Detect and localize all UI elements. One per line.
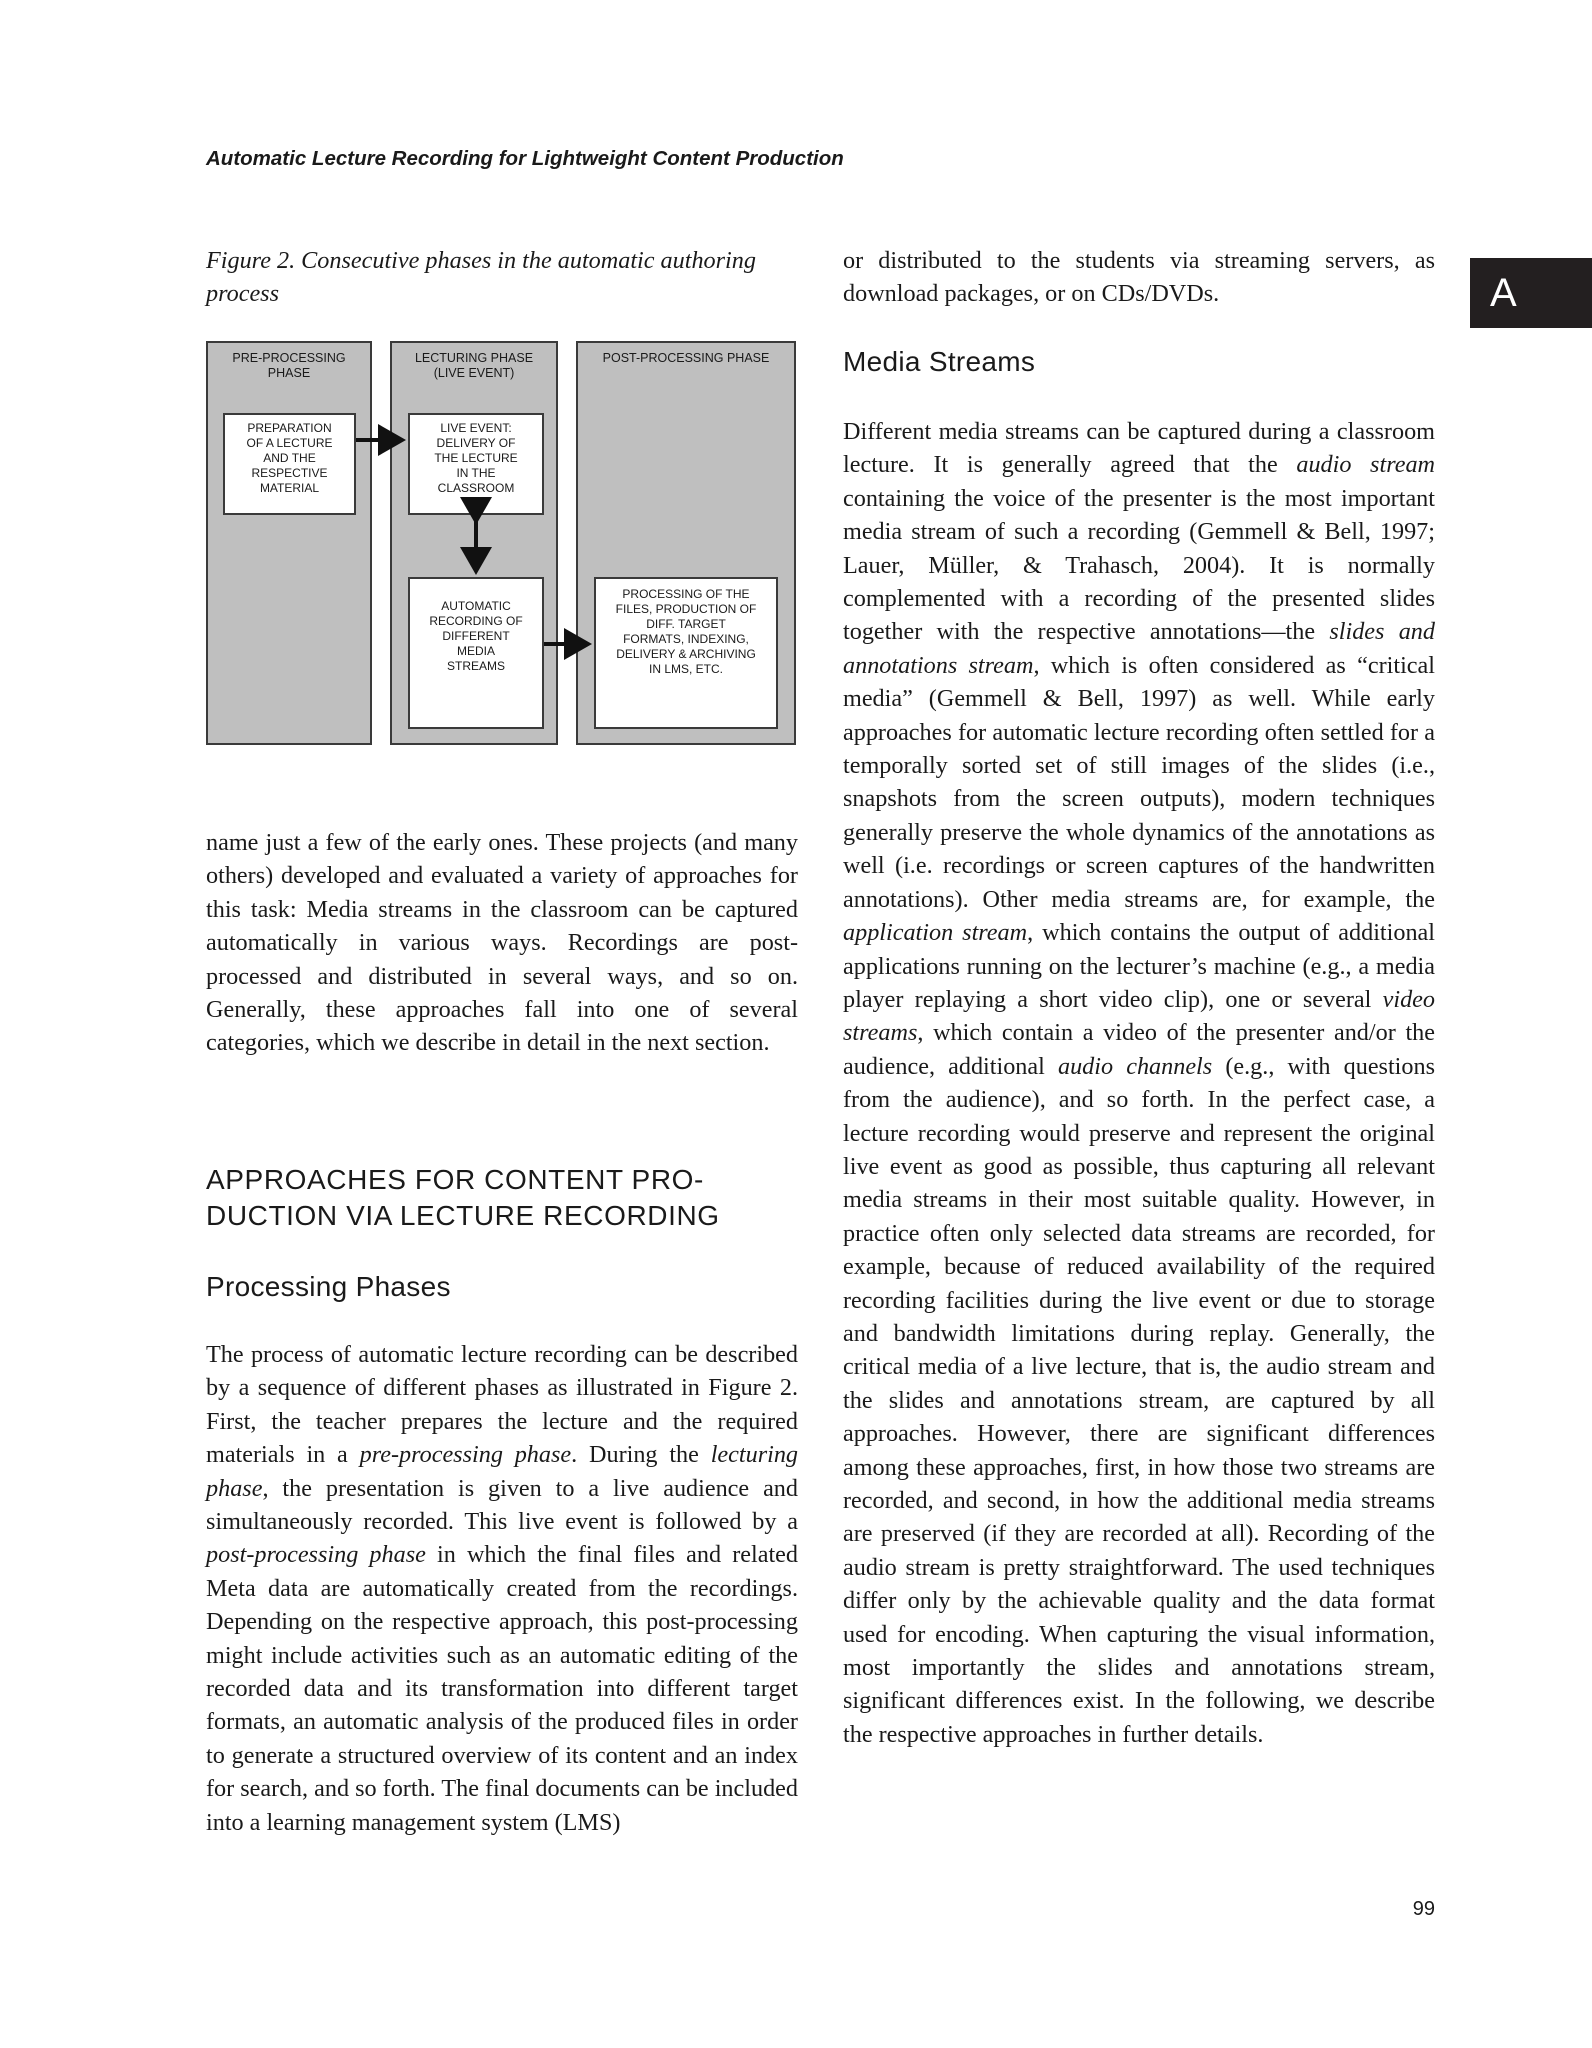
phase-title-post: POST-PROCESSING PHASE [602,351,770,365]
figure-caption: Figure 2. Consecutive phases in the automatic authoring process [206,247,756,308]
page-number: 99 [1412,1898,1435,1920]
box-live-event: LIVE EVENT: DELIVERY OF THE LECTURE IN THE CLASSROOM [408,413,544,515]
box-automatic-recording: AUTOMATIC RECORDING OF DIFFERENT MEDIA STREAMS [408,577,544,729]
right-paragraph-1: or distributed to the students via streaming servers, as download packages, or on CDs/DVDs. [843,247,1435,308]
box-preparation: PREPARATION OF A LECTURE AND THE RESPECTIVE MATERIAL [223,413,356,515]
running-header: Automatic Lecture Recording for Lightweight Content Production [206,147,844,170]
phases-figure [206,341,796,747]
phase-title-lecturing: LECTURING PHASE (LIVE EVENT) [414,351,534,380]
left-paragraph-2: The process of automatic lecture recording can be described by a sequence of different phases as illustrated in Figure 2. First, the teacher prepares the lecture and the required materials in a pre-processing phase. During the lecturing phase, the presentation is given to a live audience and simultaneously recorded. This live event is followed by a post-processing phase in which the final files and related Meta data are automatically created from the recordings. Depending on the respective approach, this post-processing might include activities such as an automatic editing of the recorded data and its transformation into different target formats, an automatic analysis of the produced files in order to generate a structured overview of its content and an index for search, and so forth. The final documents can be included into a learning management system (LMS) [206,1341,799,1836]
section-title [206,1162,806,1234]
left-paragraph-1: name just a few of the early ones. These projects (and many others) developed and evaluated a variety of approaches for this task: Media streams in the classroom can be captured automatically in various ways. Recordings are post-processed and distributed in several ways, and so on. Generally, these approaches fall into one of several categories, which we describe in detail in the next section. [206,829,798,1057]
section-title-line-1: APPROACHES FOR CONTENT PRO- [206,1164,704,1195]
right-paragraph-2: Different media streams can be captured during a classroom lecture. It is generally agreed that the audio stream containing the voice of the presenter is the most important media stream of such a recording (Gemmell & Bell, 1997; Lauer, Müller, & Trahasch, 2004). It is normally complemented with a recording of the presented slides together with the respective annotations—the slides and annotations stream, which is often considered as “critical media” (Gemmell & Bell, 1997) as well. While early approaches for automatic lecture recording often settled for a temporally sorted set of still images of the slides (i.e., snapshots from the screen outputs), modern techniques generally preserve the whole dynamics of the annotations as well (i.e. recordings or screen captures of the handwritten annotations). Other media streams are, for example, the application stream, which contains the output of additional applications running on the lecturer’s machine (e.g., a media player replaying a short video clip), one or several video streams, which contain a video of the presenter and/or the audience, additional audio channels (e.g., with questions from the audience), and so forth. In the perfect case, a lecture recording would preserve and represent the original live event as good as possible, thus capturing all relevant media streams in their most suitable quality. However, in practice often only selected data streams are recorded, for example, because of reduced availability of the required recording facilities during the live event or due to storage and bandwidth limitations during replay. Generally, the critical media of a live lecture, that is, the audio stream and the slides and annotations stream, are captured by all approaches. However, there are significant differences among these approaches, first, in how those two streams are recorded, and second, in how the additional media streams are preserved (if they are recorded at all). Recording of the audio stream is pretty straightforward. The used techniques differ only by the achievable quality and the data format used for encoding. When capturing the visual information, most importantly the slides and annotations stream, significant differences exist. In the following, we describe the respective approaches in further details. [843,418,1436,1748]
figure-arrows [206,341,796,747]
phase-title-pre: PRE-PROCESSING PHASE [232,351,346,380]
subsection-processing-phases: Processing Phases [206,1271,451,1302]
subsection-media-streams: Media Streams [843,346,1036,377]
section-tab: A [1470,258,1592,328]
box-post-processing: PROCESSING OF THE FILES, PRODUCTION OF DIFF. TARGET FORMATS, INDEXING, DELIVERY & ARCHIVING IN LMS, ETC. [594,577,778,729]
section-title-line-2: DUCTION VIA LECTURE RECORDING [206,1200,720,1231]
